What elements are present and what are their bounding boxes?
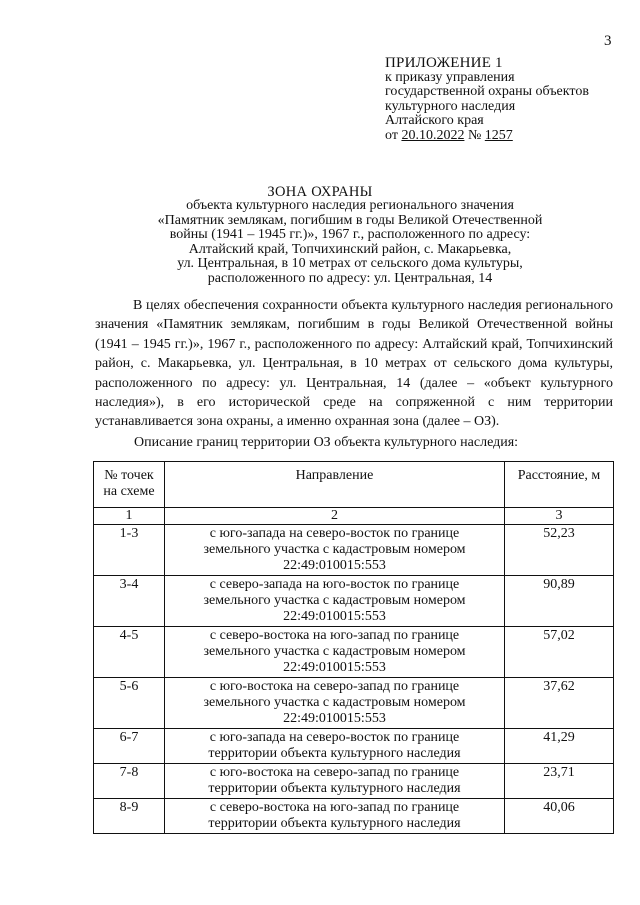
direction-line: с северо-востока на юго-запад по границе — [209, 628, 460, 643]
direction-line: 22:49:010015:553 — [283, 558, 386, 573]
table-header-row — [94, 462, 614, 508]
direction-line: с юго-запада на северо-восток по границе — [209, 526, 460, 541]
header-distance: Расстояние, м — [505, 462, 614, 508]
appendix-line: культурного наследия — [385, 98, 516, 114]
header-direction: Направление — [165, 462, 505, 508]
direction-cell — [165, 799, 505, 834]
table-row — [94, 576, 614, 627]
direction-line: 22:49:010015:553 — [283, 609, 386, 624]
table-row — [94, 678, 614, 729]
date-prefix: от — [385, 127, 402, 143]
direction-line: с юго-запада на северо-восток по границе — [209, 730, 460, 745]
direction-line: земельного участка с кадастровым номером — [203, 644, 466, 659]
points-cell: 8-9 — [94, 799, 165, 834]
zone-subtitle-line: объекта культурного наследия регионального значения — [186, 198, 514, 213]
distance-cell: 40,06 — [505, 799, 614, 834]
zone-subtitle-line: Алтайский край, Топчихинский район, с. Макарьевка, — [188, 241, 512, 257]
distance-cell: 41,29 — [505, 729, 614, 764]
intro-paragraph — [95, 296, 613, 432]
direction-cell — [165, 576, 505, 627]
direction-line: 22:49:010015:553 — [283, 660, 386, 675]
distance-cell: 90,89 — [505, 576, 614, 627]
zone-subtitle-line: войны (1941 – 1945 гг.)», 1967 г., расположенного по адресу: — [169, 227, 531, 242]
order-date: 20.10.2022 — [401, 127, 465, 143]
appendix-block — [385, 56, 589, 143]
direction-cell — [165, 525, 505, 576]
table-row — [94, 764, 614, 799]
direction-line: с юго-востока на северо-запад по границе — [209, 765, 460, 780]
zone-subtitle-line: «Памятник землякам, погибшим в годы Великой Отечественной — [157, 212, 543, 228]
index-cell: 2 — [165, 508, 505, 525]
points-cell: 3-4 — [94, 576, 165, 627]
paragraph-text: В целях обеспечения сохранности объекта культурного наследия регионального значения «Памятник землякам, погибшим в годы Великой Отечественной войны (1941 – 1945 гг.)», 1967 г., расположенного по адресу: Алтайский край, Топчихинский район, с. Макарьевка, ул. Центральная, в 10 метрах от сельского дома культуры, расположенного по адресу: ул. Центральная, 14 (далее – «объект культурного наследия»), в его исторической среде на сопряженной с ним территории устанавливается зона охраны, а именно охранная зона (далее – ОЗ). — [95, 298, 613, 430]
table-row — [94, 627, 614, 678]
direction-line: территории объекта культурного наследия — [208, 816, 461, 831]
direction-line: земельного участка с кадастровым номером — [203, 593, 466, 608]
table-row — [94, 799, 614, 834]
direction-line: территории объекта культурного наследия — [208, 746, 461, 761]
points-cell: 6-7 — [94, 729, 165, 764]
direction-cell — [165, 627, 505, 678]
direction-line: 22:49:010015:553 — [283, 711, 386, 726]
appendix-title: ПРИЛОЖЕНИЕ 1 — [385, 55, 503, 71]
order-number: 1257 — [484, 127, 513, 143]
zone-subtitle-line: ул. Центральная, в 10 метрах от сельского дома культуры, — [177, 256, 523, 271]
points-cell: 5-6 — [94, 678, 165, 729]
direction-cell — [165, 764, 505, 799]
appendix-line: к приказу управления — [385, 69, 515, 85]
number-sign: № — [464, 127, 485, 143]
direction-line: земельного участка с кадастровым номером — [203, 695, 466, 710]
direction-line: земельного участка с кадастровым номером — [203, 542, 466, 557]
distance-cell: 52,23 — [505, 525, 614, 576]
direction-cell — [165, 678, 505, 729]
borders-description: Описание границ территории ОЗ объекта культурного наследия: — [134, 435, 519, 450]
page-number: 3 — [604, 33, 612, 49]
direction-cell — [165, 729, 505, 764]
distance-cell: 23,71 — [505, 764, 614, 799]
zone-subtitle — [90, 199, 610, 286]
table-row — [94, 729, 614, 764]
appendix-line: Алтайского края — [385, 113, 484, 128]
header-points: № точек на схеме — [94, 462, 165, 508]
appendix-line: государственной охраны объектов — [385, 84, 589, 99]
direction-line: с северо-востока на юго-запад по границе — [209, 800, 460, 815]
direction-line: территории объекта культурного наследия — [208, 781, 461, 796]
table-row — [94, 525, 614, 576]
borders-table — [93, 461, 614, 834]
points-cell: 1-3 — [94, 525, 165, 576]
table-index-row — [94, 508, 614, 525]
index-cell: 1 — [94, 508, 165, 525]
distance-cell: 57,02 — [505, 627, 614, 678]
zone-subtitle-line: расположенного по адресу: ул. Центральная, 14 — [207, 270, 493, 286]
direction-line: с северо-запада на юго-восток по границе — [209, 577, 460, 592]
index-cell: 3 — [505, 508, 614, 525]
distance-cell: 37,62 — [505, 678, 614, 729]
appendix-date-line — [385, 129, 589, 144]
points-cell: 4-5 — [94, 627, 165, 678]
zone-title: ЗОНА ОХРАНЫ — [267, 184, 373, 200]
direction-line: с юго-востока на северо-запад по границе — [209, 679, 460, 694]
points-cell: 7-8 — [94, 764, 165, 799]
